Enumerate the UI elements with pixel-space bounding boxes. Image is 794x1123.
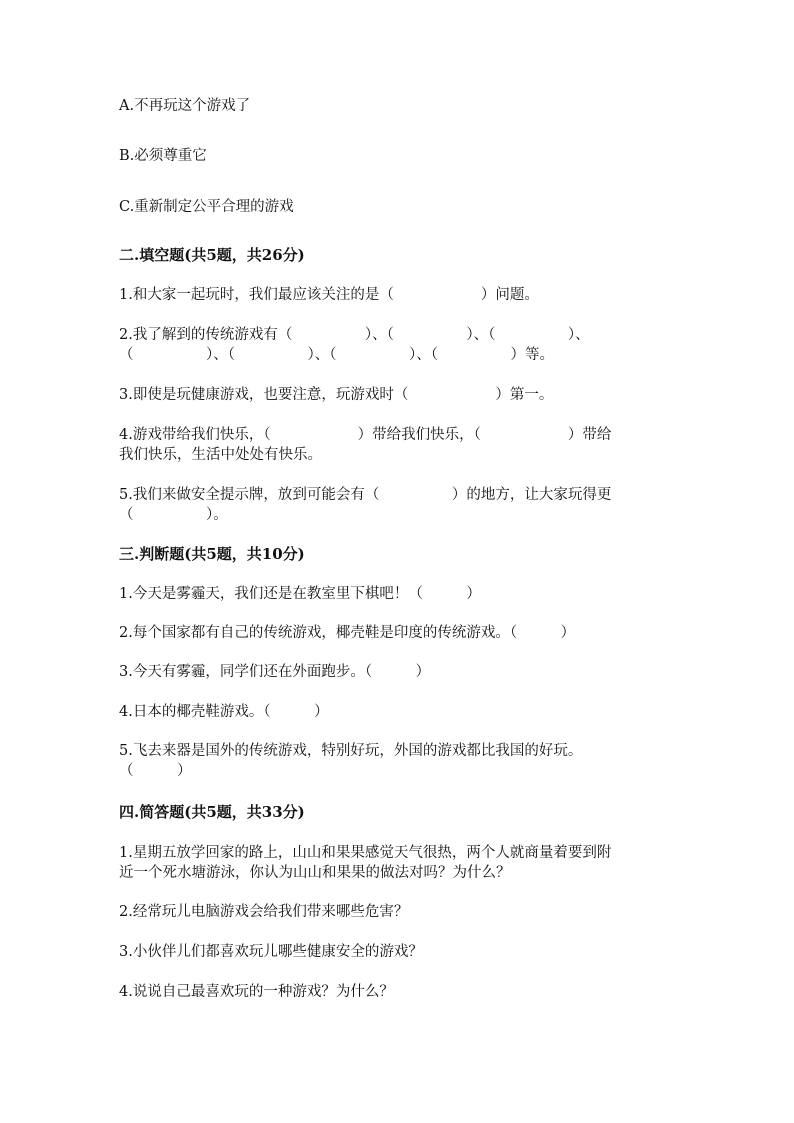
judge-question-5-line2: （ ） [119,763,192,779]
fill-question-3: 3.即使是玩健康游戏，也要注意，玩游戏时（ ）第一。 [119,387,554,403]
option-a: A.不再玩这个游戏了 [119,98,251,114]
fill-question-1: 1.和大家一起玩时，我们最应该关注的是（ ）问题。 [119,287,539,303]
section4-heading: 四.简答题(共5题，共33分) [119,803,305,821]
section3-heading: 三.判断题(共5题，共10分) [119,545,305,563]
short-question-1-line2: 近一个死水塘游泳，你认为山山和果果的做法对吗？为什么？ [119,865,511,881]
judge-question-5-line1: 5.飞去来器是国外的传统游戏，特别好玩，外国的游戏都比我国的好玩。 [119,743,583,759]
fill-question-4-line2: 我们快乐，生活中处处有快乐。 [119,447,322,463]
short-question-3: 3.小伙伴儿们都喜欢玩儿哪些健康安全的游戏？ [119,944,423,960]
short-question-1-line1: 1.星期五放学回家的路上，山山和果果感觉天气很热，两个人就商量着要到附 [119,845,612,861]
judge-question-3: 3.今天有雾霾，同学们还在外面跑步。（ ） [119,664,431,680]
fill-question-2-line1: 2.我了解到的传统游戏有（ ）、（ ）、（ ）、 [119,327,590,343]
fill-question-2-line2: （ ）、（ ）、（ ）、（ ）等。 [119,347,554,363]
judge-question-4: 4.日本的椰壳鞋游戏。（ ） [119,704,329,720]
option-c: C.重新制定公平合理的游戏 [119,199,294,215]
short-question-2: 2.经常玩儿电脑游戏会给我们带来哪些危害？ [119,904,409,920]
short-question-4: 4.说说自己最喜欢玩的一种游戏？为什么？ [119,984,394,1000]
section2-heading: 二.填空题(共5题，共26分) [119,246,305,264]
judge-question-1: 1.今天是雾霾天，我们还是在教室里下棋吧！（ ） [119,586,481,602]
fill-question-5-line1: 5.我们来做安全提示牌，放到可能会有（ ）的地方，让大家玩得更 [119,487,612,503]
fill-question-5-line2: （ ）。 [119,507,228,523]
fill-question-4-line1: 4.游戏带给我们快乐，（ ）带给我们快乐，（ ）带给 [119,427,612,443]
option-b: B.必须尊重它 [119,148,207,164]
judge-question-2: 2.每个国家都有自己的传统游戏，椰壳鞋是印度的传统游戏。（ ） [119,625,576,641]
